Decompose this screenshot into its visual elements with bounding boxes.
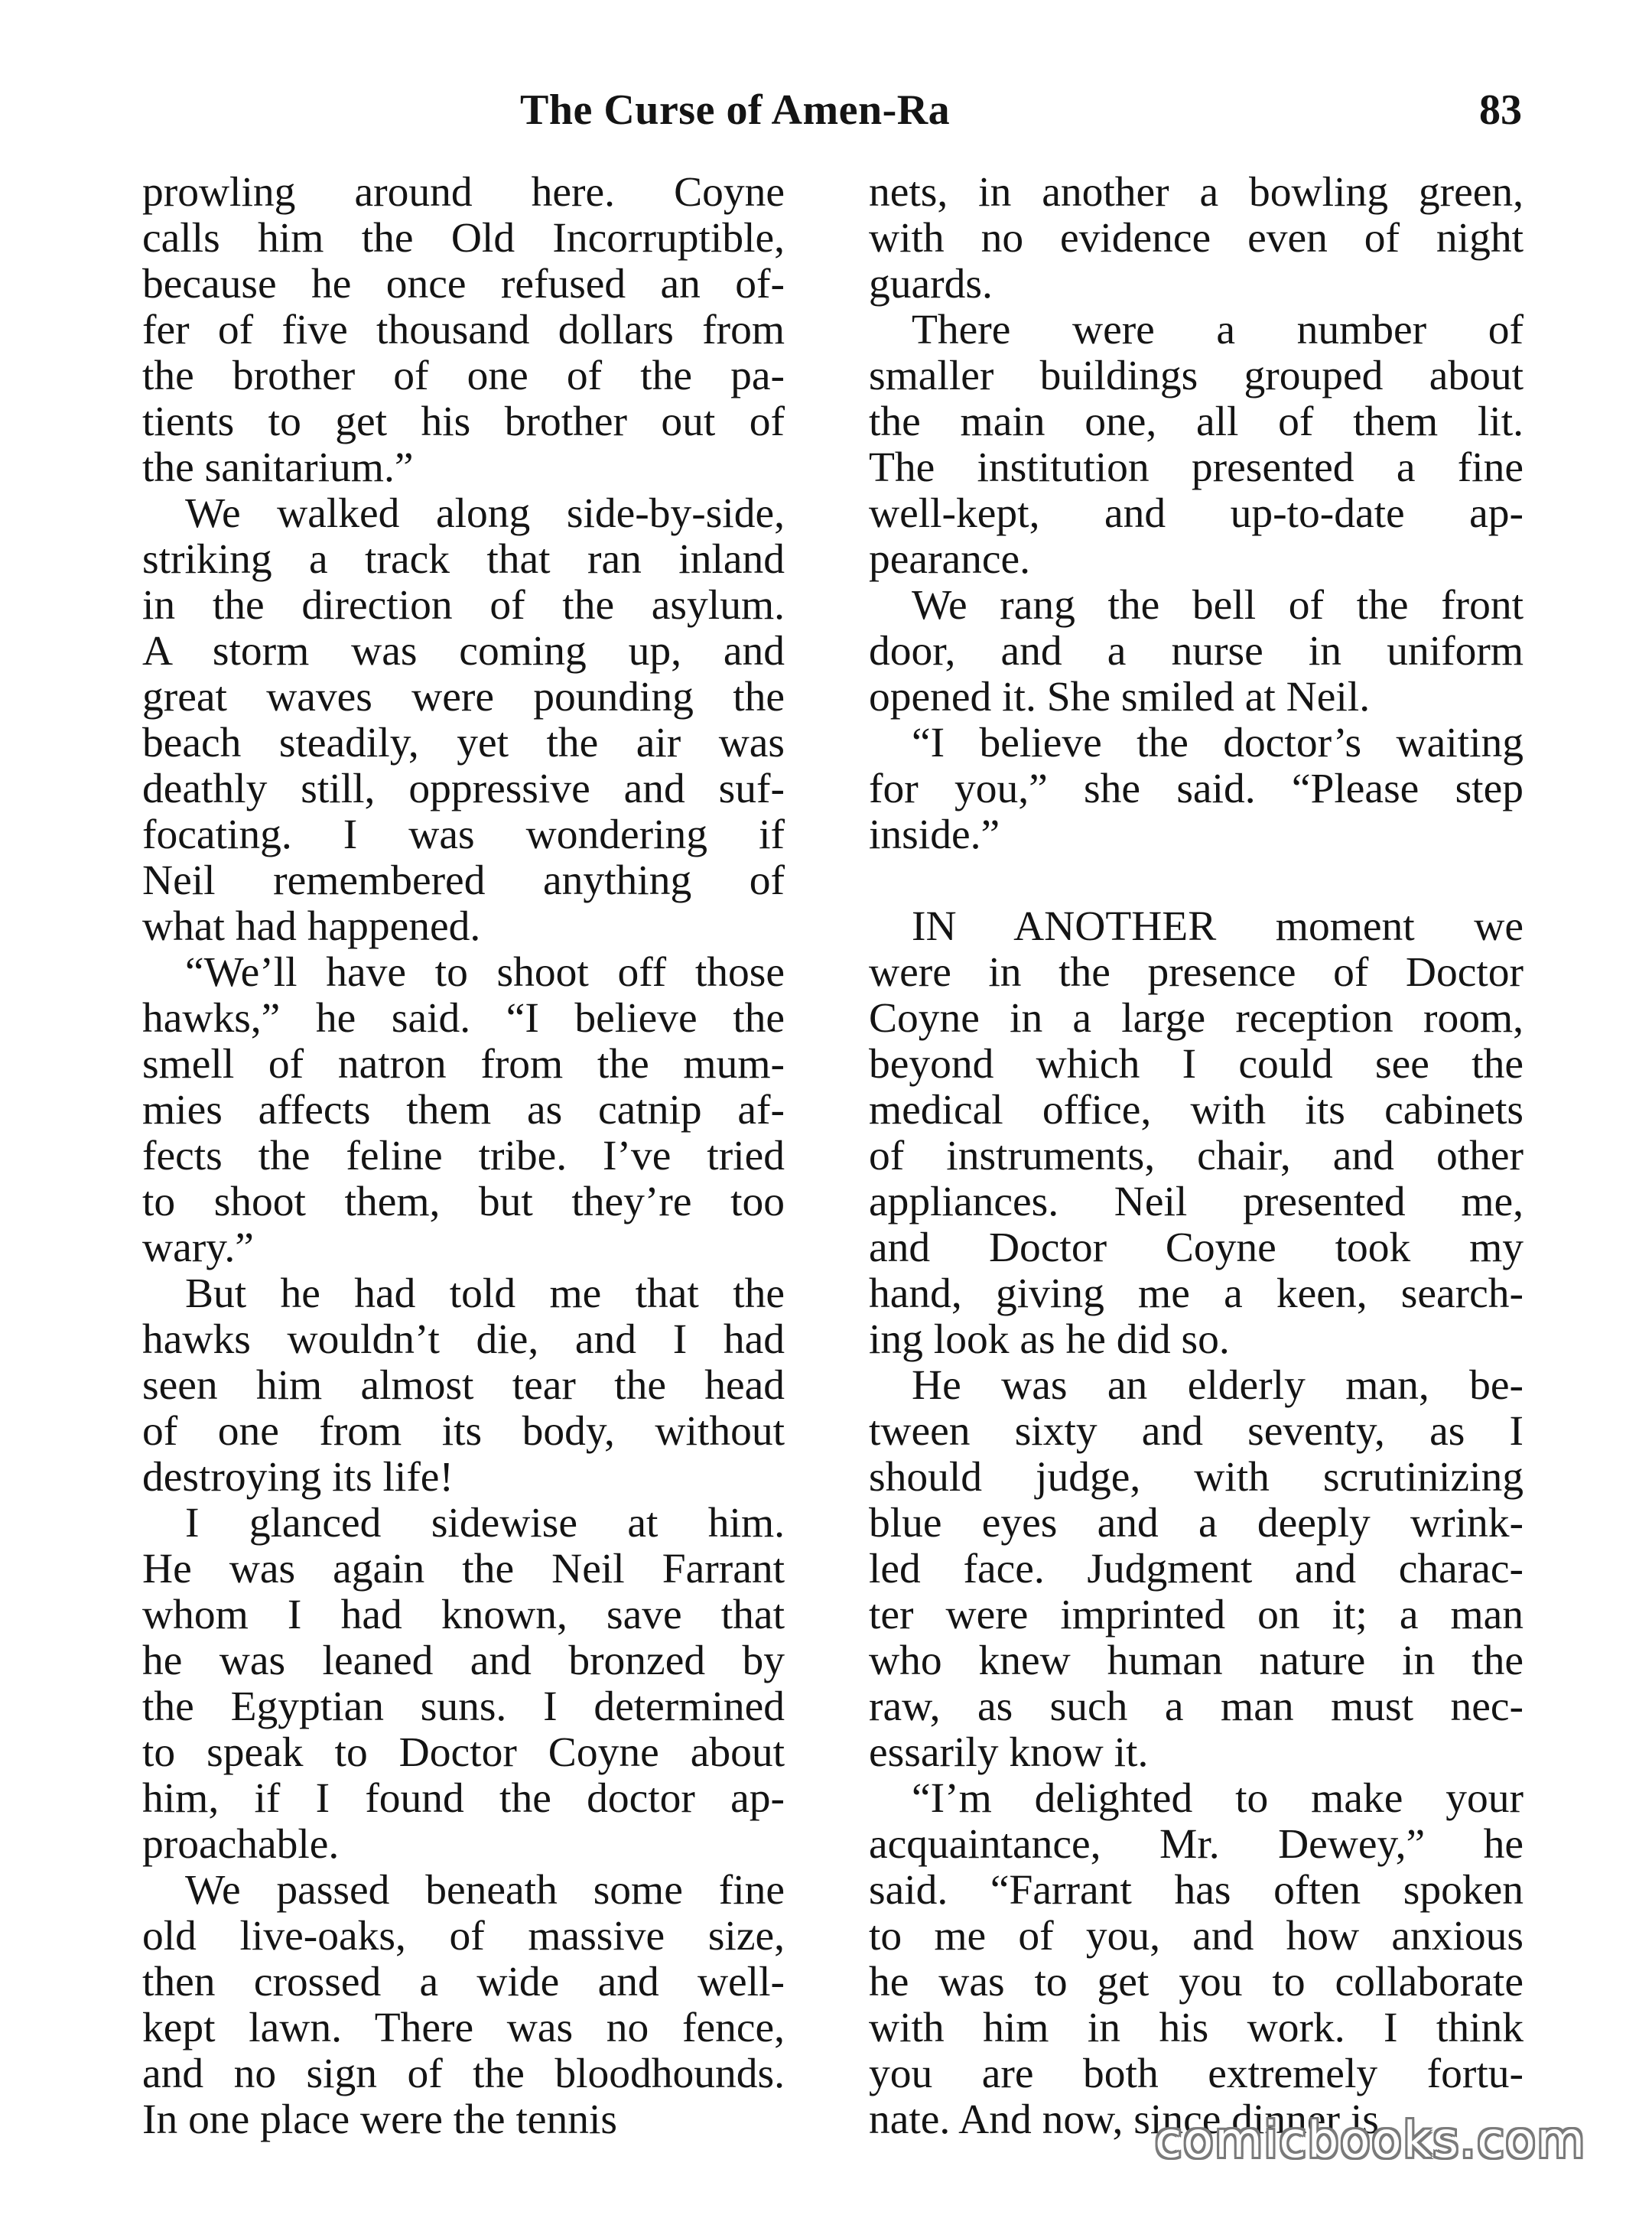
text-line: great waves were pounding the xyxy=(142,674,785,720)
text-line: the sanitarium.” xyxy=(142,444,414,491)
text-line: led face. Judgment and charac- xyxy=(869,1546,1524,1592)
text-line: to me of you, and how anxious xyxy=(869,1913,1524,1959)
text-line: ing look as he did so. xyxy=(869,1316,1230,1363)
text-line: essarily know it. xyxy=(869,1729,1149,1776)
text-column-left xyxy=(142,170,785,2143)
text-line: We passed beneath some fine xyxy=(185,1867,785,1914)
text-line: There were a number of xyxy=(912,307,1524,353)
text-line: nate. And now, since dinner is xyxy=(869,2096,1379,2143)
text-line: pearance. xyxy=(869,536,1031,583)
text-line: hawks,” he said. “I believe the xyxy=(142,995,785,1042)
text-line: “We’ll have to shoot off those xyxy=(185,949,785,996)
text-line: prowling around here. Coyne xyxy=(142,169,785,216)
text-line: The institution presented a fine xyxy=(869,444,1524,491)
text-line: to speak to Doctor Coyne about xyxy=(142,1729,785,1776)
text-line: tients to get his brother out of xyxy=(142,398,785,445)
text-line: the brother of one of the pa- xyxy=(142,353,785,399)
text-line: what had happened. xyxy=(142,903,481,950)
page-header xyxy=(0,86,1652,147)
text-line: with no evidence even of night xyxy=(869,215,1524,262)
text-line: blue eyes and a deeply wrink- xyxy=(869,1500,1524,1546)
text-line: I glanced sidewise at him. xyxy=(185,1500,785,1546)
text-line: calls him the Old Incorruptible, xyxy=(142,215,785,262)
text-line: smell of natron from the mum- xyxy=(142,1041,785,1088)
text-line: deathly still, oppressive and suf- xyxy=(142,766,785,812)
text-line: said. “Farrant has often spoken xyxy=(869,1867,1524,1914)
text-line: acquaintance, Mr. Dewey,” he xyxy=(869,1821,1524,1868)
text-line: guards. xyxy=(869,261,993,307)
text-line: smaller buildings grouped about xyxy=(869,353,1524,399)
text-line: destroying its life! xyxy=(142,1454,454,1501)
text-line: because he once refused an of- xyxy=(142,261,785,307)
site-watermark: comicbooks.com xyxy=(1154,2112,1586,2169)
text-line: the Egyptian suns. I determined xyxy=(142,1683,785,1730)
text-line: ter were imprinted on it; a man xyxy=(869,1592,1524,1638)
text-line: well-kept, and up-to-date ap- xyxy=(869,490,1524,537)
text-line: with him in his work. I think xyxy=(869,2005,1524,2051)
text-line: He was an elderly man, be- xyxy=(912,1362,1524,1409)
text-line: of instruments, chair, and other xyxy=(869,1133,1524,1179)
text-line: medical office, with its cabinets xyxy=(869,1087,1524,1133)
text-line: A storm was coming up, and xyxy=(142,628,785,675)
text-line: “I’m delighted to make your xyxy=(912,1775,1524,1822)
text-line: beyond which I could see the xyxy=(869,1041,1524,1088)
text-line: hand, giving me a keen, search- xyxy=(869,1270,1524,1317)
text-line: and Doctor Coyne took my xyxy=(869,1224,1524,1271)
text-line: IN ANOTHER moment we xyxy=(912,903,1524,950)
text-line: raw, as such a man must nec- xyxy=(869,1683,1524,1730)
text-line: wary.” xyxy=(142,1224,254,1271)
text-line: to shoot them, but they’re too xyxy=(142,1179,785,1225)
text-line: But he had told me that the xyxy=(185,1270,785,1317)
text-line: old live-oaks, of massive size, xyxy=(142,1913,785,1959)
text-line: focating. I was wondering if xyxy=(142,811,785,858)
text-line: Coyne in a large reception room, xyxy=(869,995,1524,1042)
text-line: were in the presence of Doctor xyxy=(869,949,1524,996)
text-line: door, and a nurse in uniform xyxy=(869,628,1524,675)
text-line: fects the feline tribe. I’ve tried xyxy=(142,1133,785,1179)
text-line: should judge, with scrutinizing xyxy=(869,1454,1524,1501)
text-line: nets, in another a bowling green, xyxy=(869,169,1524,216)
text-line: proachable. xyxy=(142,1821,340,1868)
text-line: We rang the bell of the front xyxy=(912,582,1524,629)
text-line: of one from its body, without xyxy=(142,1408,785,1455)
text-line: and no sign of the bloodhounds. xyxy=(142,2051,785,2097)
text-line: striking a track that ran inland xyxy=(142,536,785,583)
text-line: He was again the Neil Farrant xyxy=(142,1546,785,1592)
text-line: We walked along side-by-side, xyxy=(185,490,785,537)
text-line: Neil remembered anything of xyxy=(142,857,785,904)
running-title: The Curse of Amen-Ra xyxy=(520,86,951,134)
section-break xyxy=(869,858,1524,904)
text-line: appliances. Neil presented me, xyxy=(869,1179,1524,1225)
text-line: kept lawn. There was no fence, xyxy=(142,2005,785,2051)
text-line: mies affects them as catnip af- xyxy=(142,1087,785,1133)
text-column-right xyxy=(869,170,1524,2143)
text-line: the main one, all of them lit. xyxy=(869,398,1524,445)
text-line: tween sixty and seventy, as I xyxy=(869,1408,1524,1455)
text-line: who knew human nature in the xyxy=(869,1637,1524,1684)
text-line: opened it. She smiled at Neil. xyxy=(869,674,1371,720)
text-line: seen him almost tear the head xyxy=(142,1362,785,1409)
text-line: for you,” she said. “Please step xyxy=(869,766,1524,812)
text-line: hawks wouldn’t die, and I had xyxy=(142,1316,785,1363)
text-line: then crossed a wide and well- xyxy=(142,1959,785,2005)
text-line: In one place were the tennis xyxy=(142,2096,618,2143)
text-line: “I believe the doctor’s waiting xyxy=(912,720,1524,766)
text-line: he was to get you to collaborate xyxy=(869,1959,1524,2005)
text-line: in the direction of the asylum. xyxy=(142,582,785,629)
text-line: inside.” xyxy=(869,811,1000,858)
text-line: beach steadily, yet the air was xyxy=(142,720,785,766)
text-line: fer of five thousand dollars from xyxy=(142,307,785,353)
text-line: whom I had known, save that xyxy=(142,1592,785,1638)
page-number: 83 xyxy=(1479,86,1522,134)
text-line: you are both extremely fortu- xyxy=(869,2051,1524,2097)
text-line: he was leaned and bronzed by xyxy=(142,1637,785,1684)
text-line: him, if I found the doctor ap- xyxy=(142,1775,785,1822)
